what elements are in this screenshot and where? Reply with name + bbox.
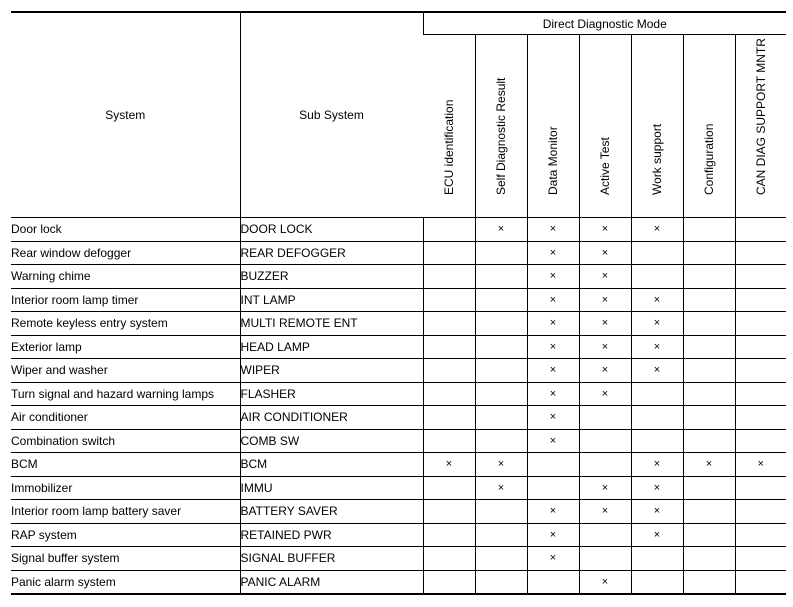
mode-support-mark [735, 429, 786, 453]
mode-support-mark [475, 500, 527, 524]
mode-support-mark [683, 312, 735, 336]
mode-header-self-diagnostic-result [475, 35, 527, 218]
mode-support-mark: × [631, 312, 683, 336]
table-row [11, 523, 786, 547]
mode-support-mark [683, 288, 735, 312]
mode-support-mark [631, 406, 683, 430]
mode-support-mark: × [579, 570, 631, 594]
mode-support-mark: × [631, 359, 683, 383]
header-row-top [11, 12, 786, 35]
mode-support-mark [475, 382, 527, 406]
mode-support-mark [735, 382, 786, 406]
mode-support-mark [683, 547, 735, 571]
mode-support-mark [631, 547, 683, 571]
mode-support-mark: × [631, 218, 683, 242]
mode-support-mark: × [527, 218, 579, 242]
sub-system-cell: BCM [240, 453, 423, 477]
mode-support-mark [475, 406, 527, 430]
mode-support-mark: × [475, 453, 527, 477]
mode-support-mark: × [527, 359, 579, 383]
mode-support-mark: × [735, 453, 786, 477]
mode-support-mark [631, 382, 683, 406]
mode-support-mark: × [527, 500, 579, 524]
mode-support-mark: × [527, 523, 579, 547]
mode-support-mark [683, 523, 735, 547]
mode-support-mark [683, 500, 735, 524]
system-cell: Warning chime [11, 265, 240, 289]
mode-header-can-diag-support-mntr [735, 35, 786, 218]
mode-support-mark [423, 265, 475, 289]
mode-support-mark: × [579, 500, 631, 524]
sub-system-cell: HEAD LAMP [240, 335, 423, 359]
sub-system-cell: COMB SW [240, 429, 423, 453]
mode-support-mark [475, 523, 527, 547]
mode-support-mark: × [579, 218, 631, 242]
table-row [11, 406, 786, 430]
mode-support-mark [683, 570, 735, 594]
mode-support-mark: × [683, 453, 735, 477]
mode-support-mark [423, 382, 475, 406]
mode-support-mark [683, 218, 735, 242]
mode-support-mark: × [527, 265, 579, 289]
sub-system-cell: RETAINED PWR [240, 523, 423, 547]
mode-support-mark [579, 453, 631, 477]
mode-support-mark [683, 335, 735, 359]
system-cell: Signal buffer system [11, 547, 240, 571]
diagnostic-mode-table [11, 11, 786, 595]
mode-support-mark [631, 241, 683, 265]
system-cell: BCM [11, 453, 240, 477]
sub-system-cell: WIPER [240, 359, 423, 383]
sub-system-cell: IMMU [240, 476, 423, 500]
sub-system-cell: BUZZER [240, 265, 423, 289]
mode-support-mark [735, 265, 786, 289]
mode-support-mark [527, 476, 579, 500]
mode-support-mark: × [579, 359, 631, 383]
mode-support-mark [475, 547, 527, 571]
mode-support-mark: × [579, 382, 631, 406]
system-cell: Turn signal and hazard warning lamps [11, 382, 240, 406]
mode-support-mark: × [579, 265, 631, 289]
table-row [11, 265, 786, 289]
table-row [11, 382, 786, 406]
table-row [11, 241, 786, 265]
sub-system-cell: PANIC ALARM [240, 570, 423, 594]
system-cell: RAP system [11, 523, 240, 547]
mode-support-mark: × [527, 312, 579, 336]
system-column-header: System [11, 12, 240, 218]
system-cell: Air conditioner [11, 406, 240, 430]
mode-support-mark [631, 570, 683, 594]
sub-system-cell: INT LAMP [240, 288, 423, 312]
table-row [11, 288, 786, 312]
mode-support-mark [735, 570, 786, 594]
mode-header-label: ECU identification [441, 99, 456, 195]
mode-header-label: Work support [650, 123, 664, 195]
mode-support-mark [735, 523, 786, 547]
mode-support-mark [475, 335, 527, 359]
mode-support-mark [475, 359, 527, 383]
sub-system-column-header: Sub System [240, 12, 423, 218]
mode-header-work-support [631, 35, 683, 218]
table-row [11, 359, 786, 383]
mode-support-mark [683, 476, 735, 500]
mode-header-label: Self Diagnostic Result [494, 77, 508, 195]
mode-support-mark: × [631, 453, 683, 477]
mode-header-label: Active Test [598, 137, 612, 195]
mode-support-mark: × [631, 523, 683, 547]
mode-support-mark [735, 406, 786, 430]
mode-support-mark [475, 288, 527, 312]
direct-diagnostic-mode-header: Direct Diagnostic Mode [423, 12, 786, 35]
mode-support-mark [683, 429, 735, 453]
mode-support-mark: × [527, 382, 579, 406]
mode-support-mark: × [527, 406, 579, 430]
mode-support-mark: × [527, 547, 579, 571]
mode-support-mark [631, 265, 683, 289]
mode-support-mark [423, 335, 475, 359]
mode-support-mark [735, 359, 786, 383]
mode-support-mark [735, 288, 786, 312]
mode-support-mark: × [475, 476, 527, 500]
mode-support-mark [579, 547, 631, 571]
mode-support-mark [475, 312, 527, 336]
system-cell: Interior room lamp timer [11, 288, 240, 312]
mode-support-mark [735, 335, 786, 359]
mode-header-label: Data Monitor [546, 126, 560, 195]
mode-support-mark [475, 570, 527, 594]
sub-system-cell: SIGNAL BUFFER [240, 547, 423, 571]
mode-support-mark [683, 359, 735, 383]
table-row [11, 218, 786, 242]
mode-header-label: CAN DIAG SUPPORT MNTR [753, 38, 768, 195]
mode-support-mark [475, 265, 527, 289]
mode-header-configuration [683, 35, 735, 218]
mode-support-mark: × [631, 476, 683, 500]
mode-support-mark [423, 429, 475, 453]
table-row [11, 500, 786, 524]
sub-system-cell: REAR DEFOGGER [240, 241, 423, 265]
mode-support-mark [683, 241, 735, 265]
system-cell: Exterior lamp [11, 335, 240, 359]
mode-support-mark: × [527, 241, 579, 265]
table-row [11, 547, 786, 571]
mode-support-mark: × [579, 476, 631, 500]
mode-support-mark: × [423, 453, 475, 477]
sub-system-cell: DOOR LOCK [240, 218, 423, 242]
mode-support-mark [423, 500, 475, 524]
table-row [11, 335, 786, 359]
mode-support-mark [735, 312, 786, 336]
mode-support-mark: × [631, 500, 683, 524]
mode-header-data-monitor [527, 35, 579, 218]
system-cell: Door lock [11, 218, 240, 242]
mode-support-mark: × [631, 335, 683, 359]
mode-support-mark [579, 523, 631, 547]
mode-support-mark: × [579, 288, 631, 312]
table-row [11, 429, 786, 453]
mode-header-label: Configuration [702, 123, 716, 195]
table-row [11, 570, 786, 594]
mode-support-mark [475, 241, 527, 265]
mode-support-mark [735, 218, 786, 242]
mode-support-mark [579, 406, 631, 430]
mode-support-mark [683, 406, 735, 430]
system-cell: Wiper and washer [11, 359, 240, 383]
mode-support-mark [735, 500, 786, 524]
mode-support-mark [683, 265, 735, 289]
mode-support-mark [631, 429, 683, 453]
mode-header-ecu-identification [423, 35, 475, 218]
mode-support-mark [423, 312, 475, 336]
system-cell: Immobilizer [11, 476, 240, 500]
system-cell: Combination switch [11, 429, 240, 453]
mode-support-mark [423, 547, 475, 571]
mode-header-active-test [579, 35, 631, 218]
mode-support-mark: × [527, 429, 579, 453]
table-row [11, 453, 786, 477]
system-cell: Interior room lamp battery saver [11, 500, 240, 524]
mode-support-mark: × [527, 335, 579, 359]
sub-system-cell: MULTI REMOTE ENT [240, 312, 423, 336]
mode-support-mark: × [527, 288, 579, 312]
mode-support-mark: × [631, 288, 683, 312]
sub-system-cell: FLASHER [240, 382, 423, 406]
mode-support-mark [423, 523, 475, 547]
mode-support-mark [475, 429, 527, 453]
mode-support-mark [683, 382, 735, 406]
mode-support-mark: × [579, 241, 631, 265]
mode-support-mark [735, 547, 786, 571]
system-cell: Rear window defogger [11, 241, 240, 265]
table-body [11, 218, 786, 595]
mode-support-mark [579, 429, 631, 453]
mode-support-mark [735, 476, 786, 500]
table-row [11, 312, 786, 336]
mode-support-mark: × [579, 312, 631, 336]
system-cell: Remote keyless entry system [11, 312, 240, 336]
mode-support-mark: × [579, 335, 631, 359]
sub-system-cell: BATTERY SAVER [240, 500, 423, 524]
mode-support-mark [735, 241, 786, 265]
mode-support-mark [423, 359, 475, 383]
mode-support-mark [423, 241, 475, 265]
mode-support-mark [423, 406, 475, 430]
mode-support-mark [527, 570, 579, 594]
mode-support-mark: × [475, 218, 527, 242]
table-row [11, 476, 786, 500]
sub-system-cell: AIR CONDITIONER [240, 406, 423, 430]
mode-support-mark [423, 476, 475, 500]
mode-support-mark [527, 453, 579, 477]
mode-support-mark [423, 218, 475, 242]
mode-support-mark [423, 570, 475, 594]
mode-support-mark [423, 288, 475, 312]
system-cell: Panic alarm system [11, 570, 240, 594]
